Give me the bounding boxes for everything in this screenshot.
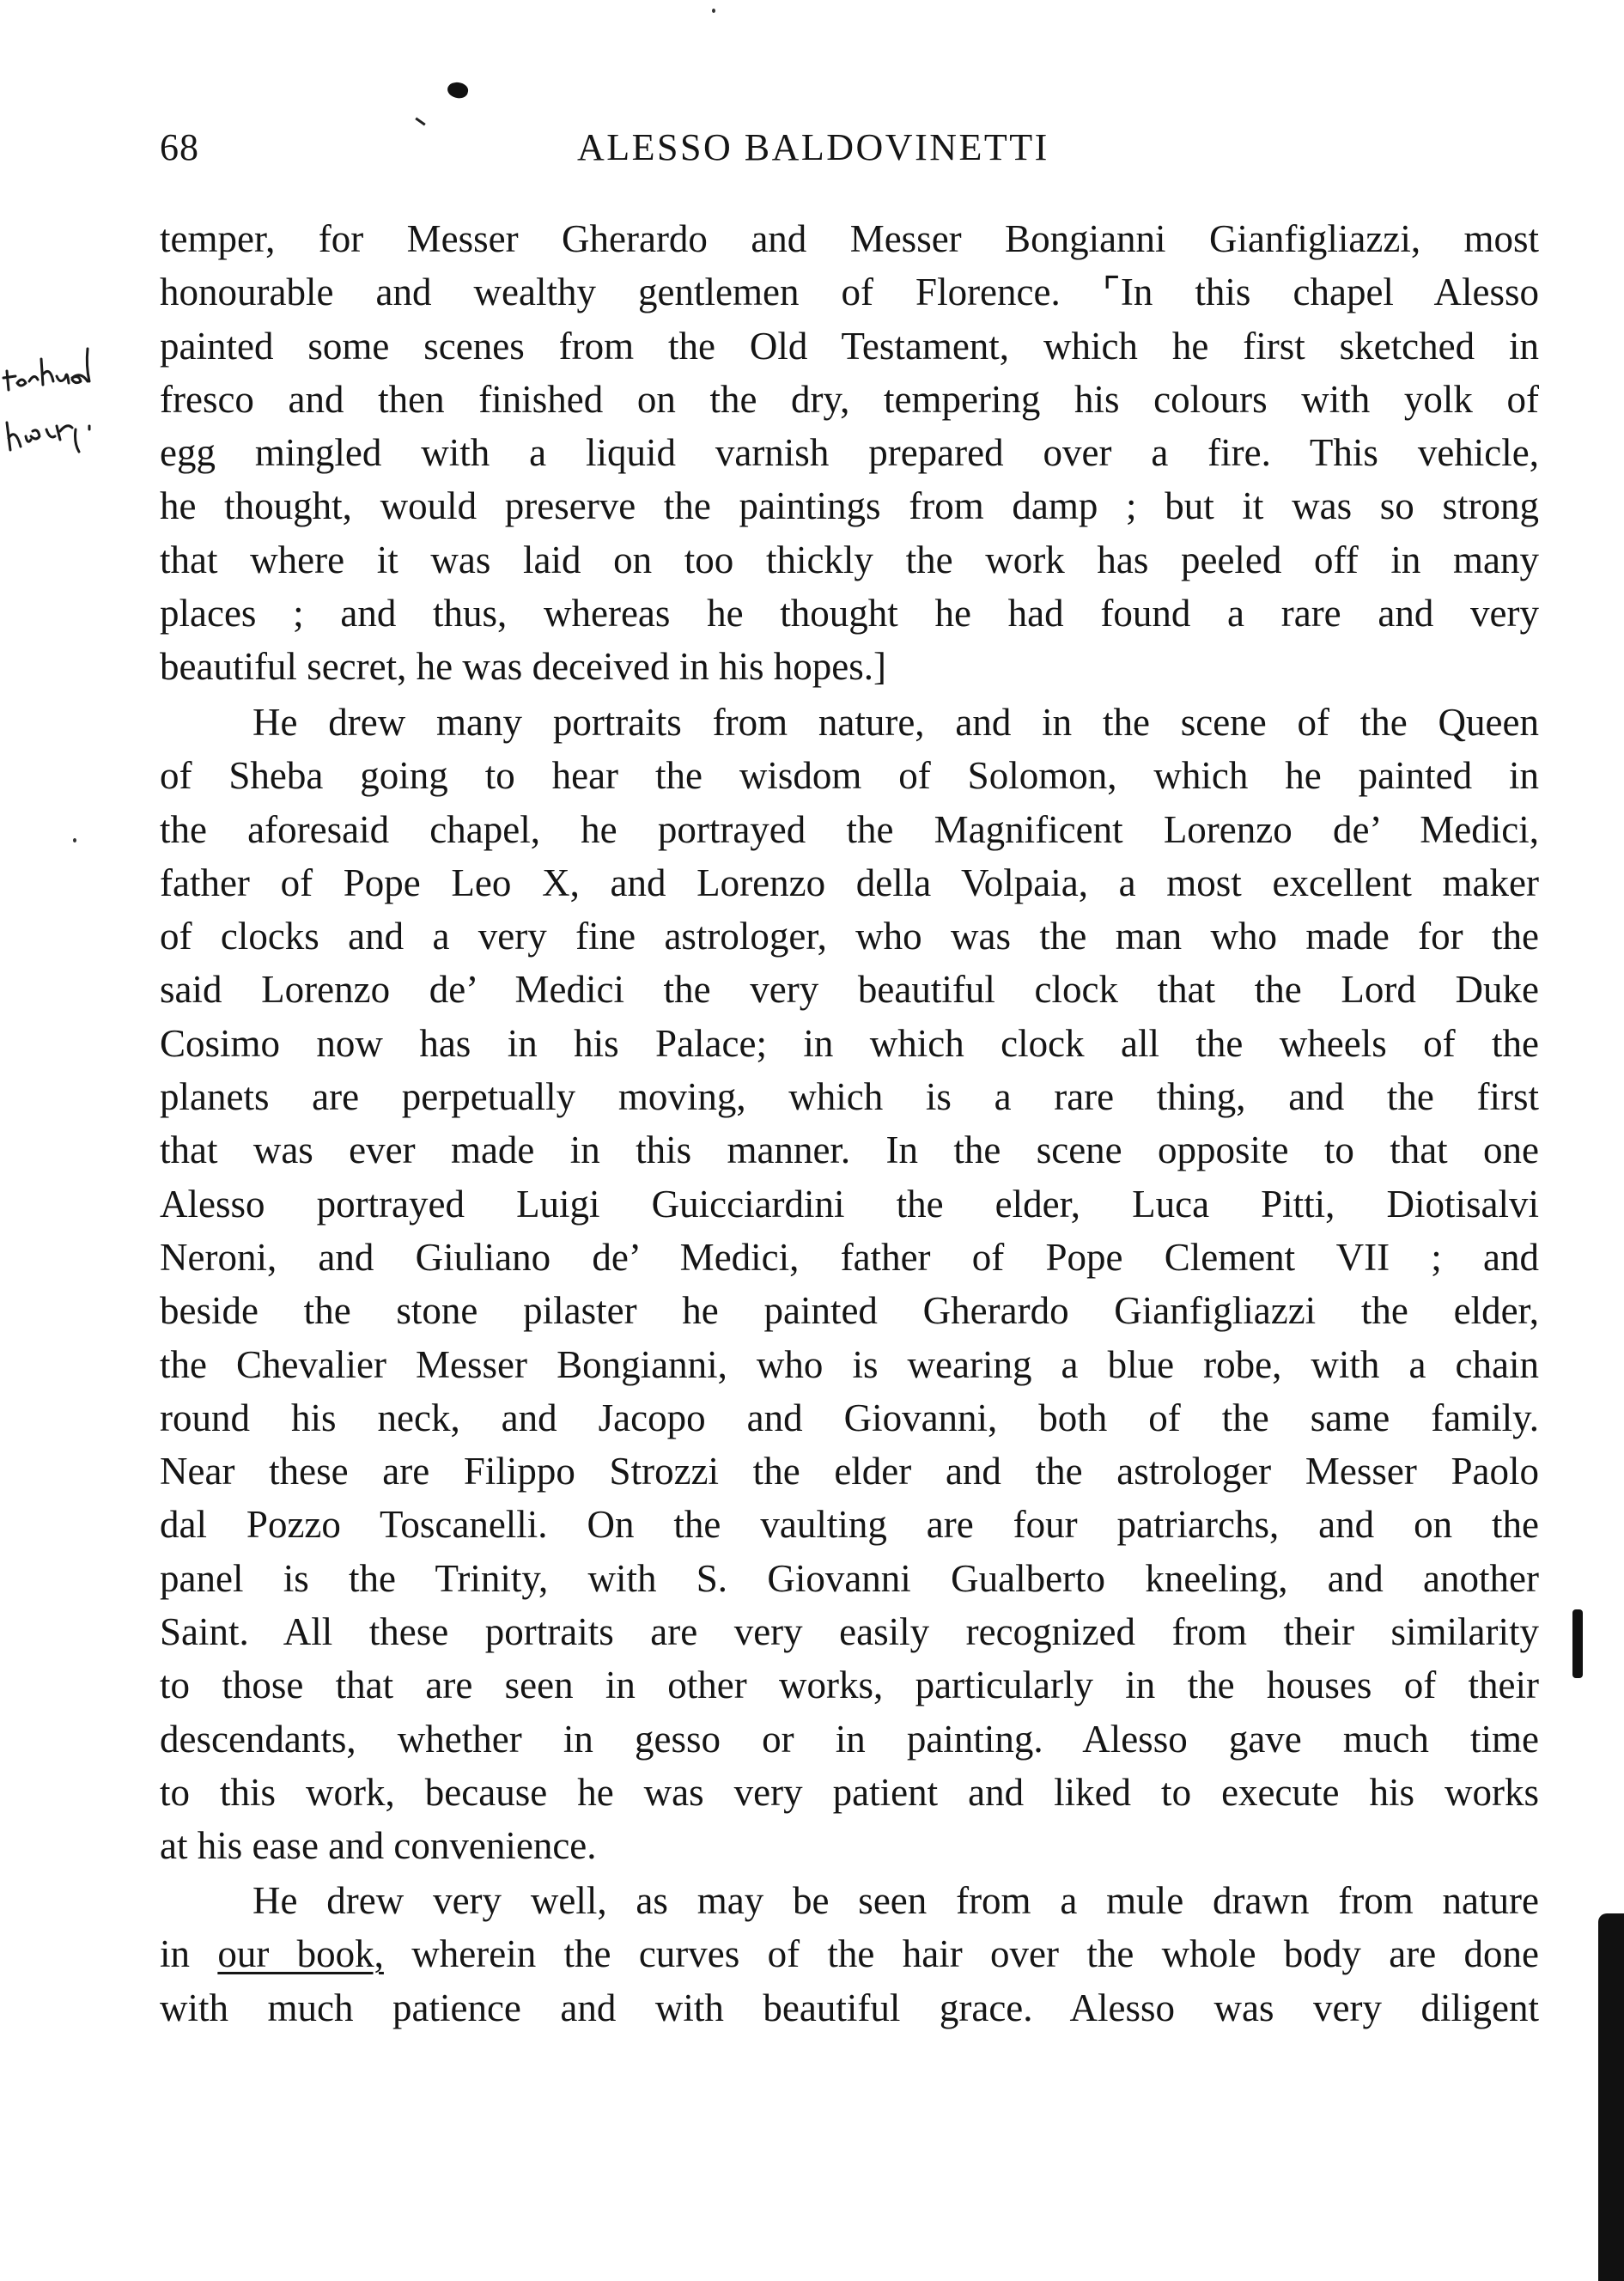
text-line: to this work, because he was very patient and liked to execute his works bbox=[160, 1770, 1539, 1814]
text-line: temper, for Messer Gherardo and Messer Bongianni Gianfigliazzi, most bbox=[160, 217, 1539, 260]
text-line: places ; and thus, whereas he thought he had found a rare and very bbox=[160, 592, 1539, 636]
text-line: round his neck, and Jacopo and Giovanni, both of the same family. bbox=[160, 1396, 1539, 1439]
text-line: Near these are Filippo Strozzi the elder and the astrologer Messer Paolo bbox=[160, 1450, 1539, 1493]
text-line: honourable and wealthy gentlemen of Florence. ⌜In this chapel Alesso bbox=[160, 271, 1539, 314]
text-line: to those that are seen in other works, particularly in the houses of their bbox=[160, 1664, 1539, 1707]
scan-edge-shadow bbox=[1598, 1913, 1624, 2281]
text-line: at his ease and convenience. bbox=[160, 1824, 597, 1868]
text-line: fresco and then finished on the dry, tempering his colours with yolk of bbox=[160, 377, 1539, 421]
text-line: Saint. All these portraits are very easily recognized from their similarity bbox=[160, 1610, 1539, 1654]
paragraph bbox=[160, 696, 1539, 1873]
ink-mark bbox=[415, 118, 425, 126]
text-line: Cosimo now has in his Palace; in which clock all the wheels of the bbox=[160, 1021, 1539, 1065]
text-line: painted some scenes from the Old Testament, which he first sketched in bbox=[160, 324, 1539, 368]
page-number: 68 bbox=[160, 126, 199, 168]
handwritten-margin-note bbox=[0, 311, 129, 491]
paragraph bbox=[160, 212, 1539, 694]
text-line: He drew very well, as may be seen from a mule drawn from nature bbox=[252, 1879, 1539, 1922]
text-line: He drew many portraits from nature, and in the scene of the Queen bbox=[252, 701, 1539, 744]
text-line: beautiful secret, he was deceived in his hopes.] bbox=[160, 645, 886, 689]
text-line: beside the stone pilaster he painted Gherardo Gianfigliazzi the elder, bbox=[160, 1289, 1539, 1333]
text-line: said Lorenzo de’ Medici the very beautiful clock that the Lord Duke bbox=[160, 968, 1539, 1012]
text-line: that where it was laid on too thickly the work has peeled off in many bbox=[160, 538, 1539, 581]
running-head: ALESSO BALDOVINETTI bbox=[577, 126, 1049, 168]
text-line bbox=[160, 1927, 1539, 1980]
text-line: father of Pope Leo X, and Lorenzo della Volpaia, a most excellent maker bbox=[160, 861, 1539, 904]
ink-blot bbox=[446, 80, 470, 100]
text-line: planets are perpetually moving, which is a rare thing, and the first bbox=[160, 1075, 1539, 1119]
text-line: egg mingled with a liquid varnish prepared over a fire. This vehicle, bbox=[160, 431, 1539, 475]
text-fragment: wherein the curves of the hair over the whole body are done bbox=[411, 1932, 1539, 1976]
underlined-phrase: our book, bbox=[217, 1932, 384, 1976]
text-line: he thought, would preserve the paintings from damp ; but it was so strong bbox=[160, 484, 1539, 528]
text-line: descendants, whether in gesso or in painting. Alesso gave much time bbox=[160, 1717, 1539, 1761]
scan-edge-mark bbox=[1572, 1609, 1583, 1678]
text-fragment: in bbox=[160, 1932, 218, 1976]
text-line: of clocks and a very fine astrologer, who was the man who made for the bbox=[160, 915, 1539, 958]
ink-dot bbox=[73, 838, 76, 842]
text-line: Alesso portrayed Luigi Guicciardini the elder, Luca Pitti, Diotisalvi bbox=[160, 1182, 1539, 1226]
text-line: panel is the Trinity, with S. Giovanni Gualberto kneeling, and another bbox=[160, 1556, 1539, 1600]
paragraph bbox=[160, 1874, 1539, 2035]
text-line: of Sheba going to hear the wisdom of Solomon, which he painted in bbox=[160, 754, 1539, 798]
text-line: that was ever made in this manner. In the scene opposite to that one bbox=[160, 1128, 1539, 1172]
ink-dot bbox=[712, 9, 715, 13]
text-line: Neroni, and Giuliano de’ Medici, father of Pope Clement VII ; and bbox=[160, 1235, 1539, 1279]
text-line: with much patience and with beautiful grace. Alesso was very diligent bbox=[160, 1986, 1539, 2029]
text-line: dal Pozzo Toscanelli. On the vaulting are four patriarchs, and on the bbox=[160, 1503, 1539, 1547]
text-line: the Chevalier Messer Bongianni, who is wearing a blue robe, with a chain bbox=[160, 1342, 1539, 1386]
text-line: the aforesaid chapel, he portrayed the Magnificent Lorenzo de’ Medici, bbox=[160, 807, 1539, 851]
